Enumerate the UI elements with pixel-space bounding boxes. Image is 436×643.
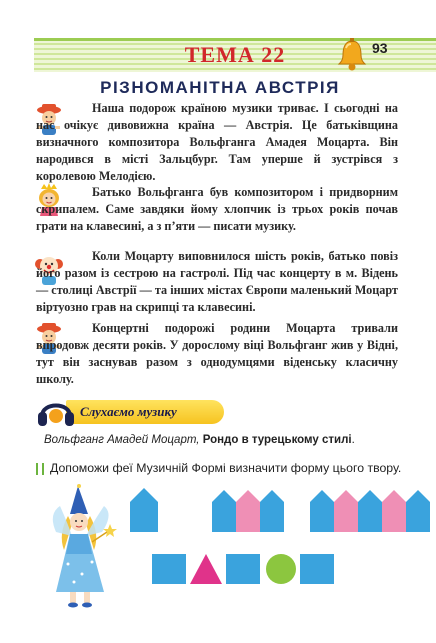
blue-house-shape bbox=[310, 490, 334, 532]
shape-group-a bbox=[130, 488, 158, 532]
page-number: 93 bbox=[372, 40, 388, 56]
bell-icon bbox=[336, 38, 368, 72]
section-title: РІЗНОМАНІТНА АВСТРІЯ bbox=[100, 78, 340, 97]
magenta-triangle-shape bbox=[190, 554, 222, 584]
green-circle-shape bbox=[266, 554, 296, 584]
paragraph-3: Коли Моцарту виповнилося шість років, батько повіз його разом із сестрою на гастролі. Під час концерту в м. Відень — столиці Австрії — та інших містах Європи маленький Моцарт віртуозно грав на скрипці та клавесині. bbox=[36, 249, 398, 314]
headphones-icon bbox=[36, 394, 76, 430]
piece-title: Рондо в турецькому стилі bbox=[202, 434, 352, 446]
blue-square-shape bbox=[300, 554, 334, 584]
pink-house-shape bbox=[334, 490, 358, 532]
listening-label: Слухаємо музику bbox=[80, 404, 177, 419]
shape-group-aba bbox=[212, 490, 284, 532]
shape-group-rondo bbox=[310, 490, 430, 532]
paragraph-4: Концертні подорожі родини Моцарта тривали впродовж десяти років. У дорослому віці Вольфганг жив у Відні, тут він заснував разом з однодумцями віденську класичну школу. bbox=[36, 321, 398, 386]
blue-house-shape bbox=[406, 490, 430, 532]
paragraph-2: Батько Вольфганга був композитором і придворним скрипалем. Саме завдяки йому хлопчик із трьох років почав грати на клавесині, а з п’яти — писати музику. bbox=[36, 185, 398, 233]
blue-square-shape bbox=[152, 554, 186, 584]
blue-square-shape bbox=[226, 554, 260, 584]
music-piece-line bbox=[44, 434, 404, 446]
blue-house-shape bbox=[358, 490, 382, 532]
form-shapes-diagram bbox=[120, 488, 436, 598]
task-instruction: Допоможи феї Музичній Формі визначити форму цього твору. bbox=[50, 461, 402, 475]
fairy-illustration bbox=[48, 484, 118, 608]
blue-house-shape bbox=[212, 490, 236, 532]
blue-house-shape bbox=[260, 490, 284, 532]
composer-name: Вольфганг Амадей Моцарт, bbox=[44, 434, 200, 446]
paragraph-1: Наша подорож країною музики триває. І сьогодні на нас очікує дивовижна країна — Австрія. Це батьківщина визначного композитора Вольфганга Амадея Моцарта. Він народився в місті Зальцбург. Там уперше й зустрівся з королевою Мелодією. bbox=[36, 101, 398, 183]
listening-banner bbox=[36, 394, 226, 428]
shape-row-bottom bbox=[152, 554, 334, 584]
piece-period: . bbox=[351, 434, 355, 446]
theme-title: ТЕМА 22 bbox=[184, 42, 286, 67]
pink-house-shape bbox=[382, 490, 406, 532]
pink-house-shape bbox=[236, 490, 260, 532]
task-marker bbox=[36, 463, 44, 475]
blue-house-shape bbox=[130, 488, 158, 532]
